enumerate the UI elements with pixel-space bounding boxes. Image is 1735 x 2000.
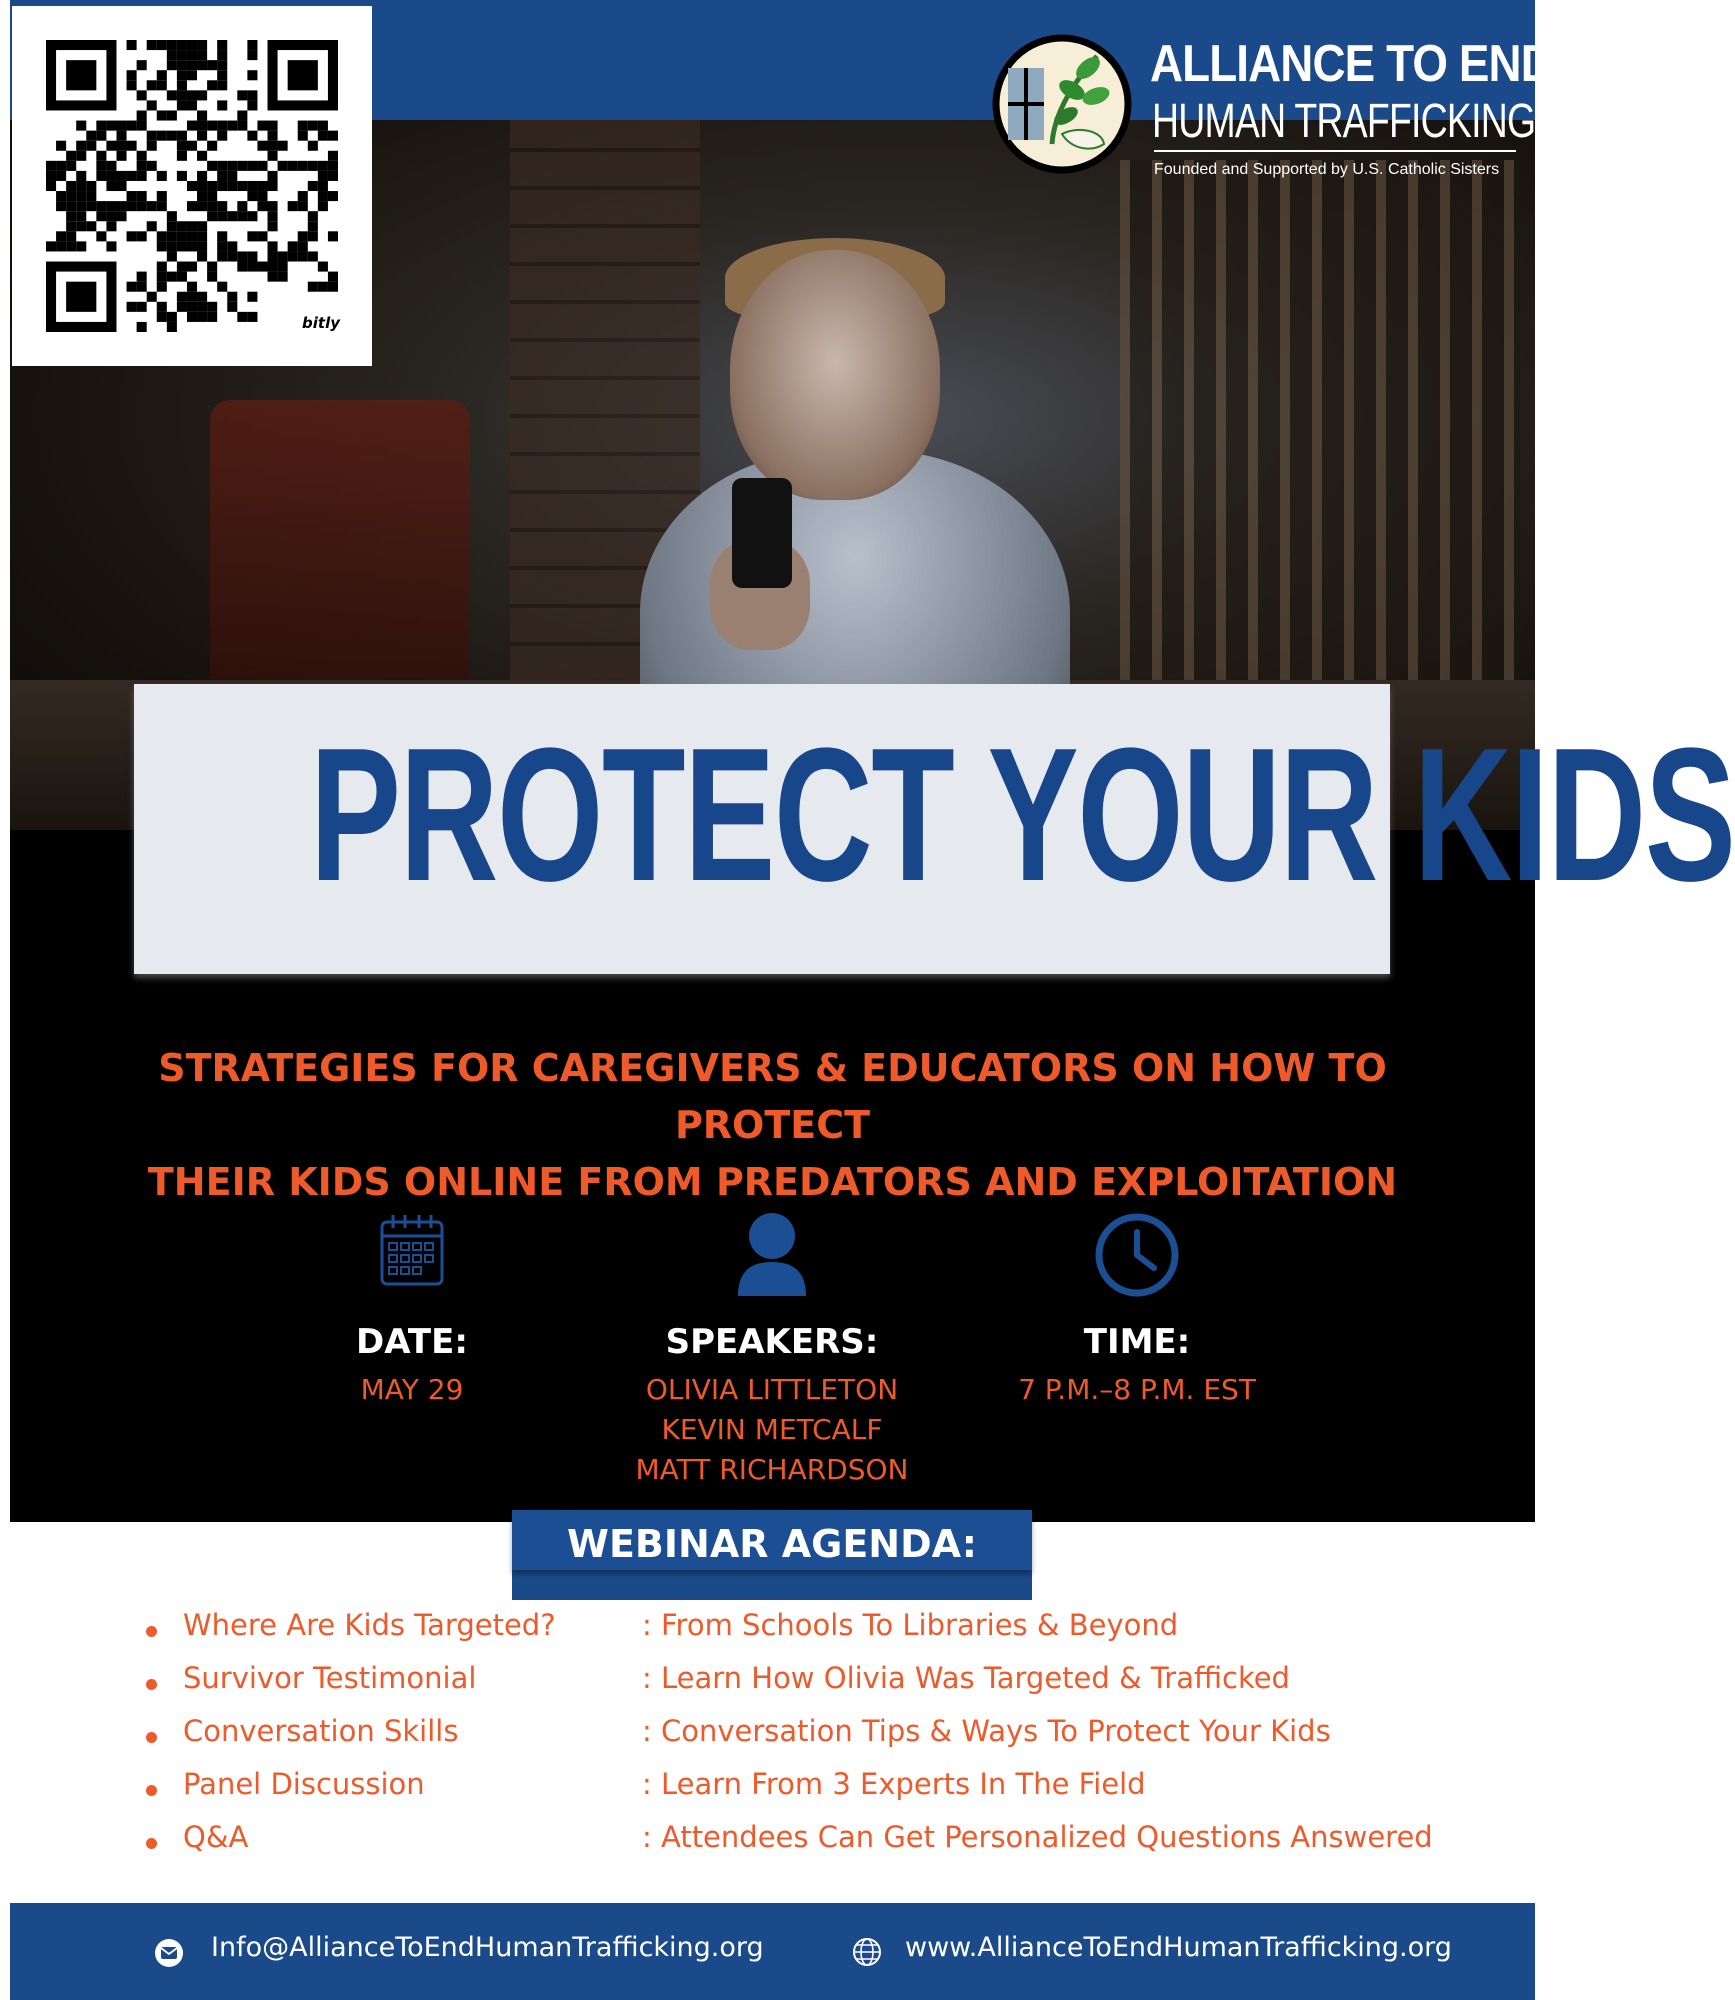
globe-icon [852, 1937, 882, 1967]
logo-divider [1154, 150, 1516, 152]
agenda-item [0, 1820, 1545, 1873]
agenda-item [0, 1608, 1545, 1661]
speakers-label: SPEAKERS: [665, 1322, 879, 1362]
logo-tagline: Founded and Supported by U.S. Catholic Sisters [1154, 161, 1500, 178]
time-value: 7 P.M.–8 P.M. EST [1018, 1373, 1256, 1406]
agenda-topic: Panel Discussion [183, 1767, 425, 1801]
qr-code[interactable] [12, 6, 372, 366]
agenda-topic: Q&A [183, 1820, 249, 1854]
qr-brand-label: bitly [302, 314, 340, 332]
logo-title-line2: HUMAN TRAFFICKING [1152, 95, 1536, 148]
bullet-icon [146, 1626, 157, 1637]
person-icon [736, 1212, 808, 1296]
agenda-description: : From Schools To Libraries & Beyond [642, 1608, 1179, 1642]
agenda-topic: Conversation Skills [183, 1714, 459, 1748]
time-block [987, 1212, 1287, 1410]
agenda-item [0, 1714, 1545, 1767]
logo-emblem [992, 34, 1132, 174]
page-title: PROTECT YOUR KIDS [309, 709, 1735, 921]
subtitle [60, 1040, 1485, 1211]
subtitle-line1: STRATEGIES FOR CAREGIVERS & EDUCATORS ON HOW TO PROTECT [158, 1046, 1387, 1147]
bullet-icon [146, 1732, 157, 1743]
speaker-name: KEVIN METCALF [661, 1413, 883, 1446]
speaker-name: MATT RICHARDSON [635, 1453, 909, 1486]
date-label: DATE: [356, 1322, 468, 1362]
agenda-item [0, 1767, 1545, 1820]
date-block [262, 1212, 562, 1410]
agenda-description: : Attendees Can Get Personalized Questions Answered [642, 1820, 1433, 1854]
clock-icon [1094, 1212, 1180, 1298]
speakers-list [622, 1370, 922, 1490]
email-link[interactable]: Info@AllianceToEndHumanTrafficking.org [211, 1932, 764, 1963]
bullet-icon [146, 1838, 157, 1849]
agenda-topic: Survivor Testimonial [183, 1661, 477, 1695]
logo-title-line1: ALLIANCE TO END [1150, 35, 1553, 93]
speakers-block [622, 1212, 922, 1490]
envelope-icon [154, 1938, 184, 1968]
agenda-description: : Learn From 3 Experts In The Field [642, 1767, 1146, 1801]
speaker-name: OLIVIA LITTLETON [645, 1373, 899, 1406]
website-link[interactable]: www.AllianceToEndHumanTrafficking.org [905, 1932, 1452, 1963]
calendar-icon [379, 1212, 445, 1288]
agenda-topic: Where Are Kids Targeted? [183, 1608, 556, 1642]
date-value: MAY 29 [360, 1373, 464, 1406]
agenda-description: : Conversation Tips & Ways To Protect Your Kids [642, 1714, 1331, 1748]
qr-pattern [46, 40, 338, 332]
bullet-icon [146, 1679, 157, 1690]
subtitle-line2: THEIR KIDS ONLINE FROM PREDATORS AND EXPLOITATION [147, 1160, 1398, 1204]
agenda-title: WEBINAR AGENDA: [567, 1522, 977, 1566]
agenda-description: : Learn How Olivia Was Targeted & Trafficked [642, 1661, 1290, 1695]
agenda-item [0, 1661, 1545, 1714]
bullet-icon [146, 1785, 157, 1796]
time-label: TIME: [1083, 1322, 1191, 1362]
